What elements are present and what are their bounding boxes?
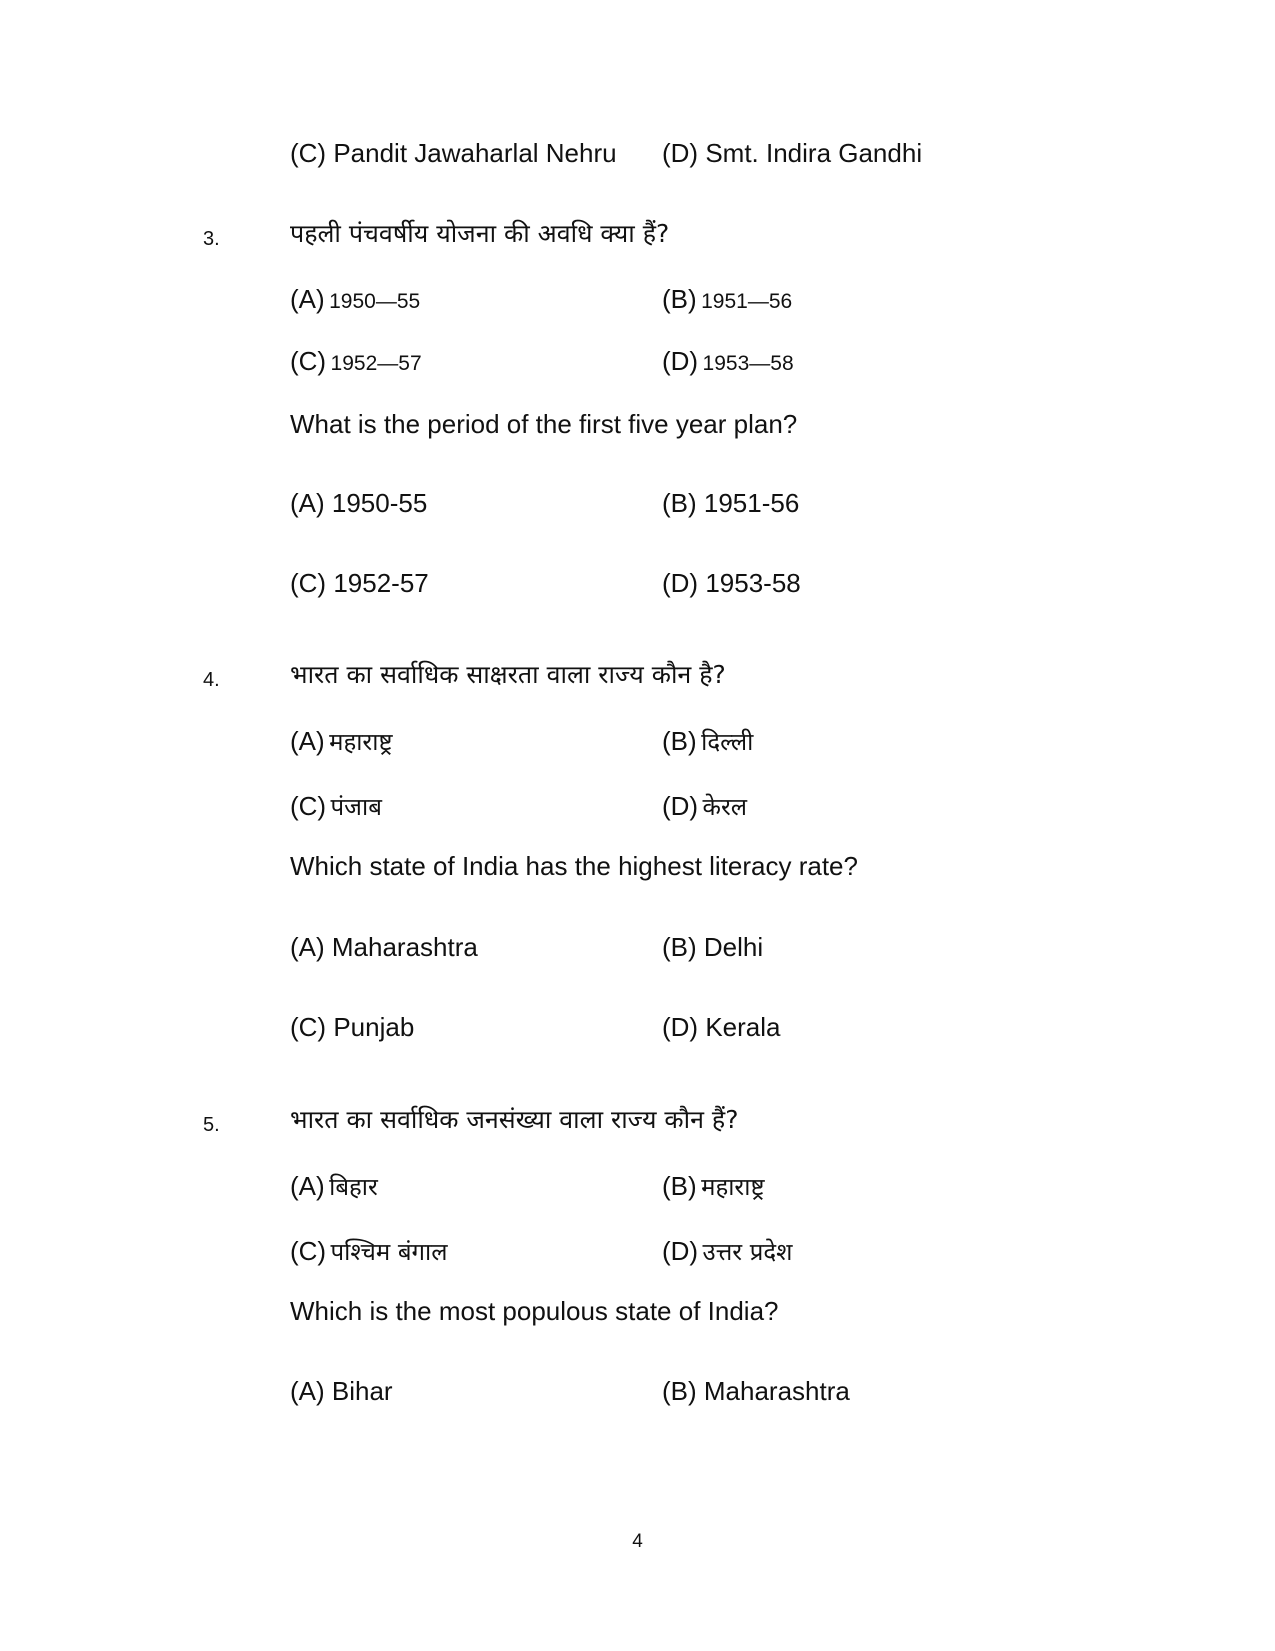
english-option-c: (C) 1952-57	[290, 568, 429, 598]
hindi-option-b	[662, 286, 792, 312]
hindi-option-d	[662, 1238, 792, 1264]
english-option-a: (A) Maharashtra	[290, 932, 478, 962]
question-number: 4.	[203, 669, 220, 691]
option-text: पंजाब	[330, 793, 382, 821]
hindi-option-a	[290, 286, 420, 312]
hindi-option-d	[662, 793, 747, 819]
hindi-option-d	[662, 348, 794, 374]
english-option-d: (D) 1953-58	[662, 568, 801, 598]
option-text: 1953—58	[702, 352, 794, 375]
option-text: उत्तर प्रदेश	[702, 1238, 793, 1266]
option-key: (A)	[290, 1171, 325, 1201]
carryover-option-c: (C) Pandit Jawaharlal Nehru	[290, 138, 617, 168]
option-key: (D)	[662, 346, 699, 376]
option-key: (A)	[290, 284, 325, 314]
option-text: बिहार	[329, 1173, 378, 1201]
english-option-c: (C) Punjab	[290, 1012, 415, 1042]
option-key: (A)	[290, 726, 325, 756]
option-text: 1951—56	[701, 290, 793, 313]
option-text: केरल	[702, 793, 748, 821]
carryover-option-d: (D) Smt. Indira Gandhi	[662, 138, 923, 168]
hindi-option-c	[290, 793, 382, 819]
option-text: दिल्ली	[701, 728, 754, 756]
question-number: 5.	[203, 1114, 220, 1136]
question-number: 3.	[203, 228, 220, 250]
english-option-a: (A) 1950-55	[290, 488, 428, 518]
hindi-option-a	[290, 1173, 378, 1199]
page-number: 4	[632, 1531, 643, 1552]
question-text-english: What is the period of the first five year plan?	[290, 409, 798, 439]
option-text: महाराष्ट्र	[701, 1173, 765, 1201]
option-key: (C)	[290, 346, 327, 376]
option-key: (C)	[290, 1236, 327, 1266]
question-text-english: Which state of India has the highest literacy rate?	[290, 851, 858, 881]
question-text-hindi: भारत का सर्वाधिक जनसंख्या वाला राज्य कौन हैं?	[290, 1105, 739, 1134]
option-text: 1950—55	[329, 290, 421, 313]
option-key: (B)	[662, 1171, 697, 1201]
option-key: (B)	[662, 726, 697, 756]
question-text-english: Which is the most populous state of India?	[290, 1296, 779, 1326]
english-option-b: (B) Maharashtra	[662, 1376, 850, 1406]
option-key: (D)	[662, 791, 699, 821]
english-option-b: (B) Delhi	[662, 932, 764, 962]
hindi-option-c	[290, 1238, 448, 1264]
hindi-option-b	[662, 728, 753, 754]
hindi-option-a	[290, 728, 393, 754]
hindi-option-c	[290, 348, 422, 374]
option-text: पश्चिम बंगाल	[330, 1238, 448, 1266]
hindi-option-b	[662, 1173, 765, 1199]
option-text: 1952—57	[330, 352, 422, 375]
option-key: (D)	[662, 1236, 699, 1266]
option-key: (B)	[662, 284, 697, 314]
option-text: महाराष्ट्र	[329, 728, 393, 756]
english-option-a: (A) Bihar	[290, 1376, 393, 1406]
option-key: (C)	[290, 791, 327, 821]
english-option-b: (B) 1951-56	[662, 488, 800, 518]
english-option-d: (D) Kerala	[662, 1012, 781, 1042]
question-text-hindi: पहली पंचवर्षीय योजना की अवधि क्या हैं?	[290, 219, 670, 248]
question-text-hindi: भारत का सर्वाधिक साक्षरता वाला राज्य कौन है?	[290, 660, 726, 689]
